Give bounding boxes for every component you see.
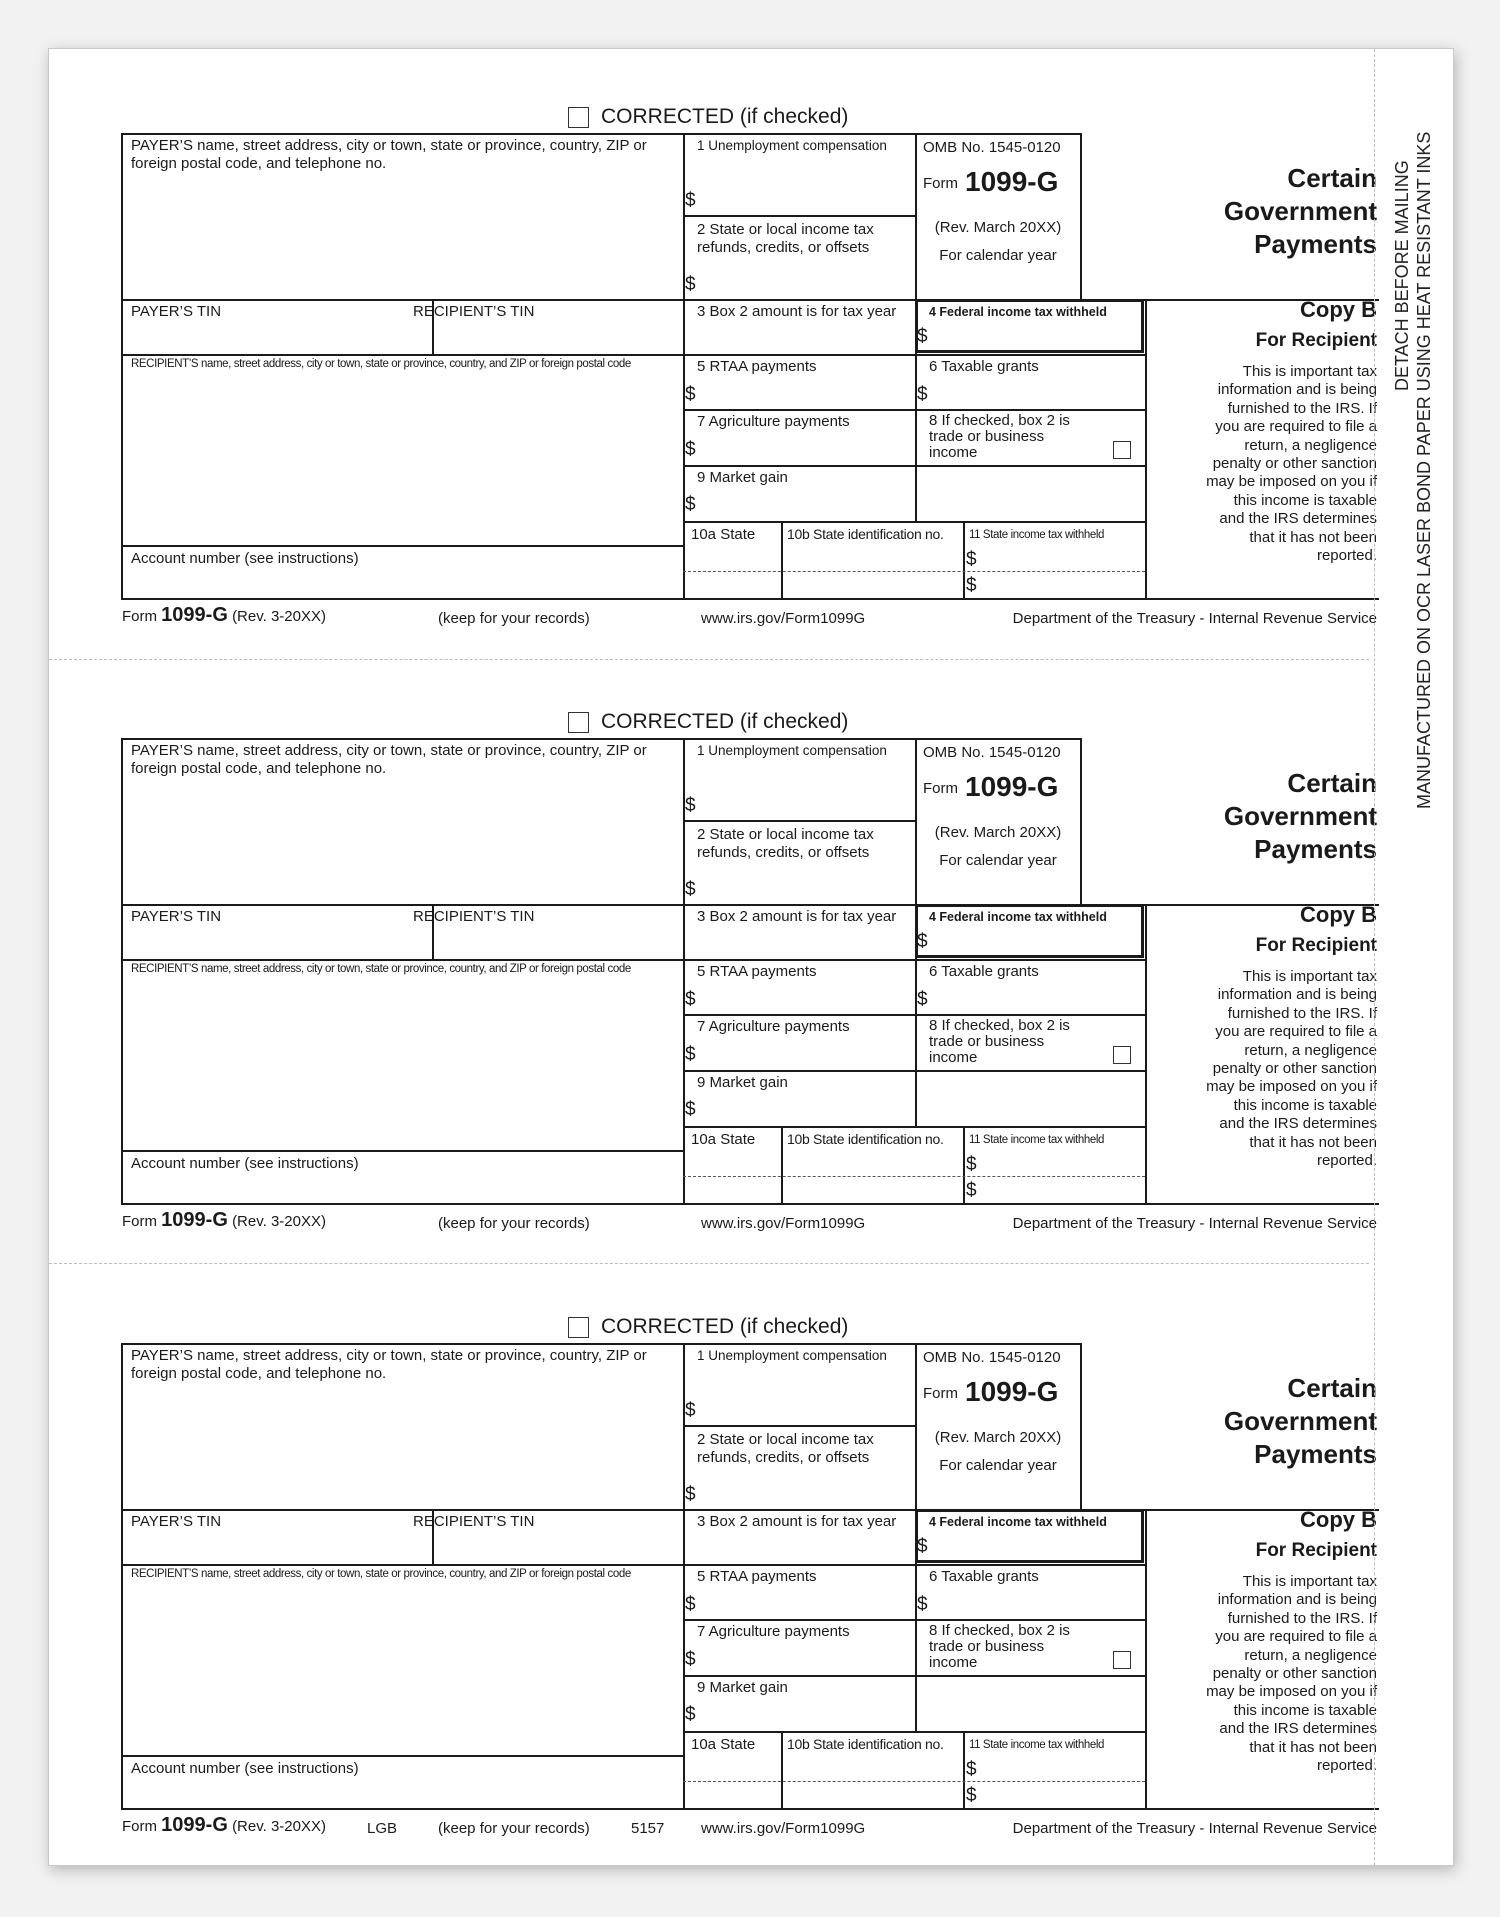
account-number-field[interactable] xyxy=(125,569,679,595)
box11-dollar-2: $ xyxy=(966,1785,977,1806)
footer-form-word: Form xyxy=(122,1213,157,1230)
calendar-year-label: For calendar year xyxy=(939,1457,1057,1474)
box10b-field[interactable] xyxy=(787,545,959,595)
box11-dollar-2: $ xyxy=(966,1180,977,1201)
payer-name-label: PAYER’S name, street address, city or town, state or province, country, ZIP or foreign postal code, and telephone no. xyxy=(131,1347,647,1382)
important-notice: This is important tax information and is being furnished to the IRS. If you are required to file a return, a negligence penalty or other sanction may be imposed on you if this income is taxable and the IRS determines that it has not been reported. xyxy=(1206,363,1377,565)
for-recipient-label: For Recipient xyxy=(1255,1540,1377,1561)
perforation-line-vertical xyxy=(1374,49,1375,1865)
box8-label: 8 If checked, box 2 is trade or business income xyxy=(929,1622,1070,1671)
footer-extra-mid: 5157 xyxy=(631,1820,665,1837)
box10a-field[interactable] xyxy=(687,545,779,595)
form-title-line1: Certain xyxy=(1287,768,1377,798)
recipient-name-field[interactable] xyxy=(125,980,679,1146)
box6-label: 6 Taxable grants xyxy=(929,963,1039,980)
side-text-detach: DETACH BEFORE MAILING xyxy=(1392,160,1412,391)
footer-form-number: 1099-G xyxy=(161,1814,228,1836)
form-word: Form xyxy=(923,780,958,797)
footer-keep-records: (keep for your records) xyxy=(438,610,590,627)
box10b-field[interactable] xyxy=(787,1755,959,1805)
box4-dollar: $ xyxy=(917,931,928,952)
recipient-name-label: RECIPIENT’S name, street address, city or town, state or province, country, and ZIP or foreign postal code xyxy=(131,1568,631,1580)
footer-department: Department of the Treasury - Internal Revenue Service xyxy=(1012,1820,1377,1837)
omb-number: OMB No. 1545-0120 xyxy=(923,1349,1061,1366)
box7-field[interactable] xyxy=(701,1645,911,1673)
box5-field[interactable] xyxy=(701,984,911,1012)
box4-field[interactable] xyxy=(933,325,1139,349)
form-number: 1099-G xyxy=(965,771,1059,802)
footer-form-id xyxy=(122,1815,326,1837)
box5-dollar: $ xyxy=(685,384,696,405)
side-text-manufactured: MANUFACTURED ON OCR LASER BOND PAPER USING HEAT RESISTANT INKS xyxy=(1414,131,1434,809)
box5-dollar: $ xyxy=(685,989,696,1010)
box6-dollar: $ xyxy=(917,1594,928,1615)
payer-name-field[interactable] xyxy=(125,173,679,295)
account-number-field[interactable] xyxy=(125,1174,679,1200)
recipient-name-label: RECIPIENT’S name, street address, city or town, state or province, country, and ZIP or foreign postal code xyxy=(131,358,631,370)
box4-field[interactable] xyxy=(933,930,1139,954)
corrected-checkbox[interactable] xyxy=(568,107,589,128)
box9-field[interactable] xyxy=(701,1699,911,1729)
calendar-year-label: For calendar year xyxy=(939,247,1057,264)
recipient-tin-field[interactable] xyxy=(437,1533,679,1561)
form-title xyxy=(1149,1372,1377,1471)
box9-field[interactable] xyxy=(701,489,911,519)
box10b-label: 10b State identification no. xyxy=(787,526,944,542)
box1-label: 1 Unemployment compensation xyxy=(697,1348,887,1363)
box11-field[interactable] xyxy=(983,1150,1141,1200)
footer-url: www.irs.gov/Form1099G xyxy=(701,1820,866,1837)
recipient-tin-field[interactable] xyxy=(437,928,679,956)
payer-tin-field[interactable] xyxy=(125,928,429,956)
recipient-name-label: RECIPIENT’S name, street address, city or town, state or province, country, and ZIP or foreign postal code xyxy=(131,963,631,975)
box10b-label: 10b State identification no. xyxy=(787,1131,944,1147)
form-number: 1099-G xyxy=(965,166,1059,197)
box6-field[interactable] xyxy=(933,379,1141,407)
important-notice: This is important tax information and is being furnished to the IRS. If you are required to file a return, a negligence penalty or other sanction may be imposed on you if this income is taxable and the IRS determines that it has not been reported. xyxy=(1206,968,1377,1170)
box5-label: 5 RTAA payments xyxy=(697,1568,817,1585)
footer-department: Department of the Treasury - Internal Revenue Service xyxy=(1012,610,1377,627)
corrected-label: CORRECTED (if checked) xyxy=(601,710,849,733)
form-title xyxy=(1149,767,1377,866)
box7-dollar: $ xyxy=(685,1649,696,1670)
footer-keep-records: (keep for your records) xyxy=(438,1215,590,1232)
form-title xyxy=(1149,162,1377,261)
box2-dollar: $ xyxy=(685,879,696,900)
corrected-label: CORRECTED (if checked) xyxy=(601,105,849,128)
box1-field[interactable] xyxy=(701,762,911,818)
footer-form-word: Form xyxy=(122,1818,157,1835)
form-1099g-copy-b-1 xyxy=(49,49,1453,655)
box8-label: 8 If checked, box 2 is trade or business income xyxy=(929,412,1070,461)
footer-keep-records: (keep for your records) xyxy=(438,1820,590,1837)
box8-checkbox[interactable] xyxy=(1113,441,1131,459)
box2-label: 2 State or local income tax refunds, credits, or offsets xyxy=(697,221,874,256)
box11-field[interactable] xyxy=(983,1755,1141,1805)
calendar-year-field[interactable] xyxy=(929,269,1069,295)
box1-dollar: $ xyxy=(685,1400,696,1421)
footer-url: www.irs.gov/Form1099G xyxy=(701,610,866,627)
form-title-line2: Government xyxy=(1223,801,1377,831)
box4-label: 4 Federal income tax withheld xyxy=(929,1515,1107,1529)
recipient-name-field[interactable] xyxy=(125,1585,679,1751)
box9-dollar: $ xyxy=(685,1099,696,1120)
payer-name-label: PAYER’S name, street address, city or town, state or province, country, ZIP or foreign postal code, and telephone no. xyxy=(131,742,647,777)
form-title-line3: Payments xyxy=(1254,1439,1377,1469)
box3-field[interactable] xyxy=(689,930,911,956)
footer-form-id xyxy=(122,605,326,627)
footer-form-word: Form xyxy=(122,608,157,625)
footer-revision: (Rev. 3-20XX) xyxy=(232,608,326,625)
box5-label: 5 RTAA payments xyxy=(697,358,817,375)
form-title-line2: Government xyxy=(1223,196,1377,226)
box3-field[interactable] xyxy=(689,325,911,351)
box3-field[interactable] xyxy=(689,1535,911,1561)
box11-dollar-1: $ xyxy=(966,549,977,570)
box7-field[interactable] xyxy=(701,435,911,463)
box10a-label: 10a State xyxy=(691,1131,756,1148)
box10a-field[interactable] xyxy=(687,1150,779,1200)
form-title-line3: Payments xyxy=(1254,229,1377,259)
form-revision: (Rev. March 20XX) xyxy=(934,219,1062,236)
box11-label: 11 State income tax withheld xyxy=(969,1134,1104,1146)
box1-label: 1 Unemployment compensation xyxy=(697,743,887,758)
payer-tin-label: PAYER’S TIN xyxy=(131,908,222,925)
omb-number: OMB No. 1545-0120 xyxy=(923,139,1061,156)
box6-label: 6 Taxable grants xyxy=(929,358,1039,375)
calendar-year-field[interactable] xyxy=(929,874,1069,900)
box2-field[interactable] xyxy=(701,866,911,902)
box11-dollar-1: $ xyxy=(966,1759,977,1780)
box1-dollar: $ xyxy=(685,190,696,211)
box2-label: 2 State or local income tax refunds, credits, or offsets xyxy=(697,1431,874,1466)
box1-field[interactable] xyxy=(701,1367,911,1423)
box8-label: 8 If checked, box 2 is trade or business income xyxy=(929,1017,1070,1066)
box9-dollar: $ xyxy=(685,494,696,515)
form-sheet xyxy=(48,48,1454,1866)
form-title-line1: Certain xyxy=(1287,163,1377,193)
copy-label: Copy B xyxy=(1300,1507,1377,1532)
box11-label: 11 State income tax withheld xyxy=(969,529,1104,541)
box2-dollar: $ xyxy=(685,1484,696,1505)
box7-field[interactable] xyxy=(701,1040,911,1068)
box7-label: 7 Agriculture payments xyxy=(697,413,850,430)
for-recipient-label: For Recipient xyxy=(1255,935,1377,956)
box2-label: 2 State or local income tax refunds, credits, or offsets xyxy=(697,826,874,861)
box9-label: 9 Market gain xyxy=(697,1074,788,1091)
box2-dollar: $ xyxy=(685,274,696,295)
recipient-name-field[interactable] xyxy=(125,375,679,541)
box1-dollar: $ xyxy=(685,795,696,816)
corrected-label: CORRECTED (if checked) xyxy=(601,1315,849,1338)
box6-dollar: $ xyxy=(917,989,928,1010)
box11-dollar-1: $ xyxy=(966,1154,977,1175)
box6-dollar: $ xyxy=(917,384,928,405)
form-number: 1099-G xyxy=(965,1376,1059,1407)
calendar-year-label: For calendar year xyxy=(939,852,1057,869)
box10b-label: 10b State identification no. xyxy=(787,1736,944,1752)
box7-dollar: $ xyxy=(685,1044,696,1065)
payer-name-field[interactable] xyxy=(125,778,679,900)
payer-tin-field[interactable] xyxy=(125,323,429,351)
box5-label: 5 RTAA payments xyxy=(697,963,817,980)
payer-tin-field[interactable] xyxy=(125,1533,429,1561)
calendar-year-field[interactable] xyxy=(929,1479,1069,1505)
footer-form-number: 1099-G xyxy=(161,604,228,626)
form-word: Form xyxy=(923,175,958,192)
corrected-checkbox[interactable] xyxy=(568,1317,589,1338)
box10b-field[interactable] xyxy=(787,1150,959,1200)
box9-field[interactable] xyxy=(701,1094,911,1124)
box11-field[interactable] xyxy=(983,545,1141,595)
form-word: Form xyxy=(923,1385,958,1402)
payer-name-label: PAYER’S name, street address, city or town, state or province, country, ZIP or foreign postal code, and telephone no. xyxy=(131,137,647,172)
footer-revision: (Rev. 3-20XX) xyxy=(232,1213,326,1230)
box2-field[interactable] xyxy=(701,261,911,297)
recipient-tin-label: RECIPIENT’S TIN xyxy=(413,1513,535,1530)
box4-label: 4 Federal income tax withheld xyxy=(929,305,1107,319)
omb-number: OMB No. 1545-0120 xyxy=(923,744,1061,761)
box5-field[interactable] xyxy=(701,379,911,407)
account-number-field[interactable] xyxy=(125,1779,679,1805)
box7-dollar: $ xyxy=(685,439,696,460)
form-revision: (Rev. March 20XX) xyxy=(934,1429,1062,1446)
payer-name-field[interactable] xyxy=(125,1383,679,1505)
box5-field[interactable] xyxy=(701,1589,911,1617)
footer-extra-left: LGB xyxy=(367,1820,398,1837)
box4-dollar: $ xyxy=(917,326,928,347)
box8-checkbox[interactable] xyxy=(1113,1651,1131,1669)
corrected-checkbox[interactable] xyxy=(568,712,589,733)
box9-dollar: $ xyxy=(685,1704,696,1725)
box6-label: 6 Taxable grants xyxy=(929,1568,1039,1585)
box6-field[interactable] xyxy=(933,1589,1141,1617)
recipient-tin-label: RECIPIENT’S TIN xyxy=(413,303,535,320)
box4-field[interactable] xyxy=(933,1535,1139,1559)
box8-checkbox[interactable] xyxy=(1113,1046,1131,1064)
box1-label: 1 Unemployment compensation xyxy=(697,138,887,153)
important-notice: This is important tax information and is being furnished to the IRS. If you are required to file a return, a negligence penalty or other sanction may be imposed on you if this income is taxable and the IRS determines that it has not been reported. xyxy=(1206,1573,1377,1775)
perforation-line-2 xyxy=(49,1263,1369,1264)
box1-field[interactable] xyxy=(701,157,911,213)
footer-url: www.irs.gov/Form1099G xyxy=(701,1215,866,1232)
form-title-line1: Certain xyxy=(1287,1373,1377,1403)
box9-label: 9 Market gain xyxy=(697,1679,788,1696)
account-number-label: Account number (see instructions) xyxy=(131,1155,359,1172)
box7-label: 7 Agriculture payments xyxy=(697,1018,850,1035)
account-number-label: Account number (see instructions) xyxy=(131,550,359,567)
footer-revision: (Rev. 3-20XX) xyxy=(232,1818,326,1835)
recipient-tin-label: RECIPIENT’S TIN xyxy=(413,908,535,925)
copy-label: Copy B xyxy=(1300,297,1377,322)
box6-field[interactable] xyxy=(933,984,1141,1012)
box4-dollar: $ xyxy=(917,1536,928,1557)
box3-label: 3 Box 2 amount is for tax year xyxy=(697,303,897,320)
form-title-line2: Government xyxy=(1223,1406,1377,1436)
form-1099g-copy-b-3 xyxy=(49,1259,1453,1865)
account-number-label: Account number (see instructions) xyxy=(131,1760,359,1777)
payer-tin-label: PAYER’S TIN xyxy=(131,1513,222,1530)
box3-label: 3 Box 2 amount is for tax year xyxy=(697,908,897,925)
box10a-label: 10a State xyxy=(691,1736,756,1753)
payer-tin-label: PAYER’S TIN xyxy=(131,303,222,320)
box10a-label: 10a State xyxy=(691,526,756,543)
box4-label: 4 Federal income tax withheld xyxy=(929,910,1107,924)
box11-dollar-2: $ xyxy=(966,575,977,596)
box10a-field[interactable] xyxy=(687,1755,779,1805)
box11-label: 11 State income tax withheld xyxy=(969,1739,1104,1751)
copy-label: Copy B xyxy=(1300,902,1377,927)
box2-field[interactable] xyxy=(701,1471,911,1507)
form-revision: (Rev. March 20XX) xyxy=(934,824,1062,841)
form-1099g-copy-b-2 xyxy=(49,654,1453,1260)
form-title-line3: Payments xyxy=(1254,834,1377,864)
perforation-line-1 xyxy=(49,659,1369,660)
recipient-tin-field[interactable] xyxy=(437,323,679,351)
footer-department: Department of the Treasury - Internal Revenue Service xyxy=(1012,1215,1377,1232)
box9-label: 9 Market gain xyxy=(697,469,788,486)
box3-label: 3 Box 2 amount is for tax year xyxy=(697,1513,897,1530)
footer-form-id xyxy=(122,1210,326,1232)
for-recipient-label: For Recipient xyxy=(1255,330,1377,351)
footer-form-number: 1099-G xyxy=(161,1209,228,1231)
box5-dollar: $ xyxy=(685,1594,696,1615)
box7-label: 7 Agriculture payments xyxy=(697,1623,850,1640)
